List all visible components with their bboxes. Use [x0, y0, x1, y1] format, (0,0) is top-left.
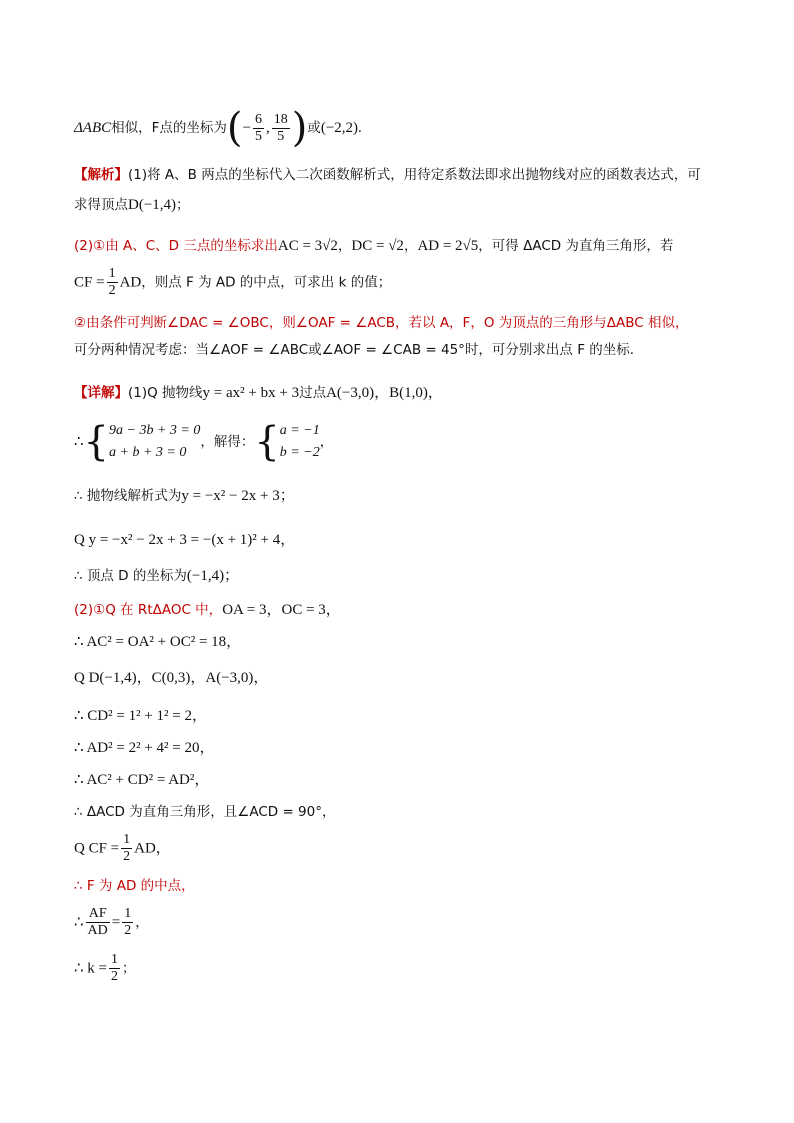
detail-line-4: Q y = −x² − 2x + 3 = −(x + 1)² + 4， [74, 532, 296, 548]
detail-line-5: ∴ 顶点 D 的坐标为(−1,4)； [74, 568, 240, 584]
detail-line-8: Q D(−1,4)，C(0,3)，A(−3,0)， [74, 670, 269, 686]
detail-line-11: ∴ AC² + CD² = AD²， [74, 772, 210, 788]
detail-line-16: ∴ k = $\frac{1}{2}$ ； [74, 952, 136, 984]
equation-system-1: 9a − 3b + 3 = 0 a + b + 3 = 0 [109, 423, 201, 460]
analysis-tag: 【解析】 [74, 167, 128, 183]
analysis-line-5: ②由条件可判断∠DAC = ∠OBC，则∠OAF = ∠ACB，若以 A，F，O 为顶点的三角形与ΔABC 相似， [74, 315, 689, 331]
fraction-one-half-3: $\frac{1}{2}$ [124, 906, 132, 938]
analysis-line-6: 可分两种情况考虑：当∠AOF = ∠ABC或∠AOF = ∠CAB = 45°时，可分别求出点 F 的坐标. [74, 342, 635, 358]
detail-line-10: ∴ AD² = 2² + 4² = 20， [74, 740, 215, 756]
detail-line-3: ∴ 抛物线解析式为y = −x² − 2x + 3； [74, 488, 295, 504]
detail-line-14: ∴ F 为 AD 的中点， [74, 878, 195, 894]
equation-system-2: a = −1 b = −2 [279, 423, 320, 460]
detail-line-6: (2)①Q 在 RtΔAOC 中，OA = 3，OC = 3， [74, 602, 341, 618]
fraction-af-ad: $\frac{AF}{AD}$ [87, 906, 108, 938]
detail-line-15: ∴ $\frac{AF}{AD}$ = $\frac{1}{2}$ ， [74, 906, 149, 938]
similarity-result-line: ΔABC相似，F点的坐标为(− $\frac{6}{5}$ , $\frac{18}{5}$ )或(−2,2). [74, 105, 362, 151]
analysis-line-1: 【解析】(1)将 A、B 两点的坐标代入二次函数解析式，用待定系数法即求出抛物线对应的函数表达式，可 [74, 167, 701, 183]
equation-system-line: ∴{9a − 3b + 3 = 0 a + b + 3 = 0，解得：{a = −1 b = −2， [74, 419, 334, 465]
detail-line-12: ∴ ΔACD 为直角三角形，且∠ACD = 90°， [74, 804, 336, 820]
analysis-line-2: 求得顶点D(−1,4)； [74, 197, 190, 213]
fraction-one-half-2: $\frac{1}{2}$ [123, 832, 131, 864]
detail-tag: 【详解】 [74, 385, 128, 401]
fraction-one-half: $\frac{1}{2}$ [108, 266, 116, 298]
detail-line-1: 【详解】(1)Q 抛物线y = ax² + bx + 3过点A(−3,0)，B(1,0)， [74, 385, 443, 401]
triangle-abc: ΔABC [74, 120, 112, 136]
fraction-one-half-4: $\frac{1}{2}$ [111, 952, 119, 984]
analysis-line-4: CF = $\frac{1}{2}$ AD，则点 F 为 AD 的中点，可求出 k 的值； [74, 266, 392, 298]
analysis-line-3: (2)①由 A、C、D 三点的坐标求出AC = 3√2，DC = √2，AD = 2√5，可得 ΔACD 为直角三角形，若 [74, 238, 674, 254]
detail-line-7: ∴ AC² = OA² + OC² = 18， [74, 634, 242, 650]
detail-line-13: Q CF = $\frac{1}{2}$ AD， [74, 832, 171, 864]
detail-line-9: ∴ CD² = 1² + 1² = 2， [74, 708, 208, 724]
fraction-18-5: $\frac{18}{5}$ [273, 111, 288, 144]
fraction-neg-6-5: $\frac{6}{5}$ [254, 111, 262, 144]
